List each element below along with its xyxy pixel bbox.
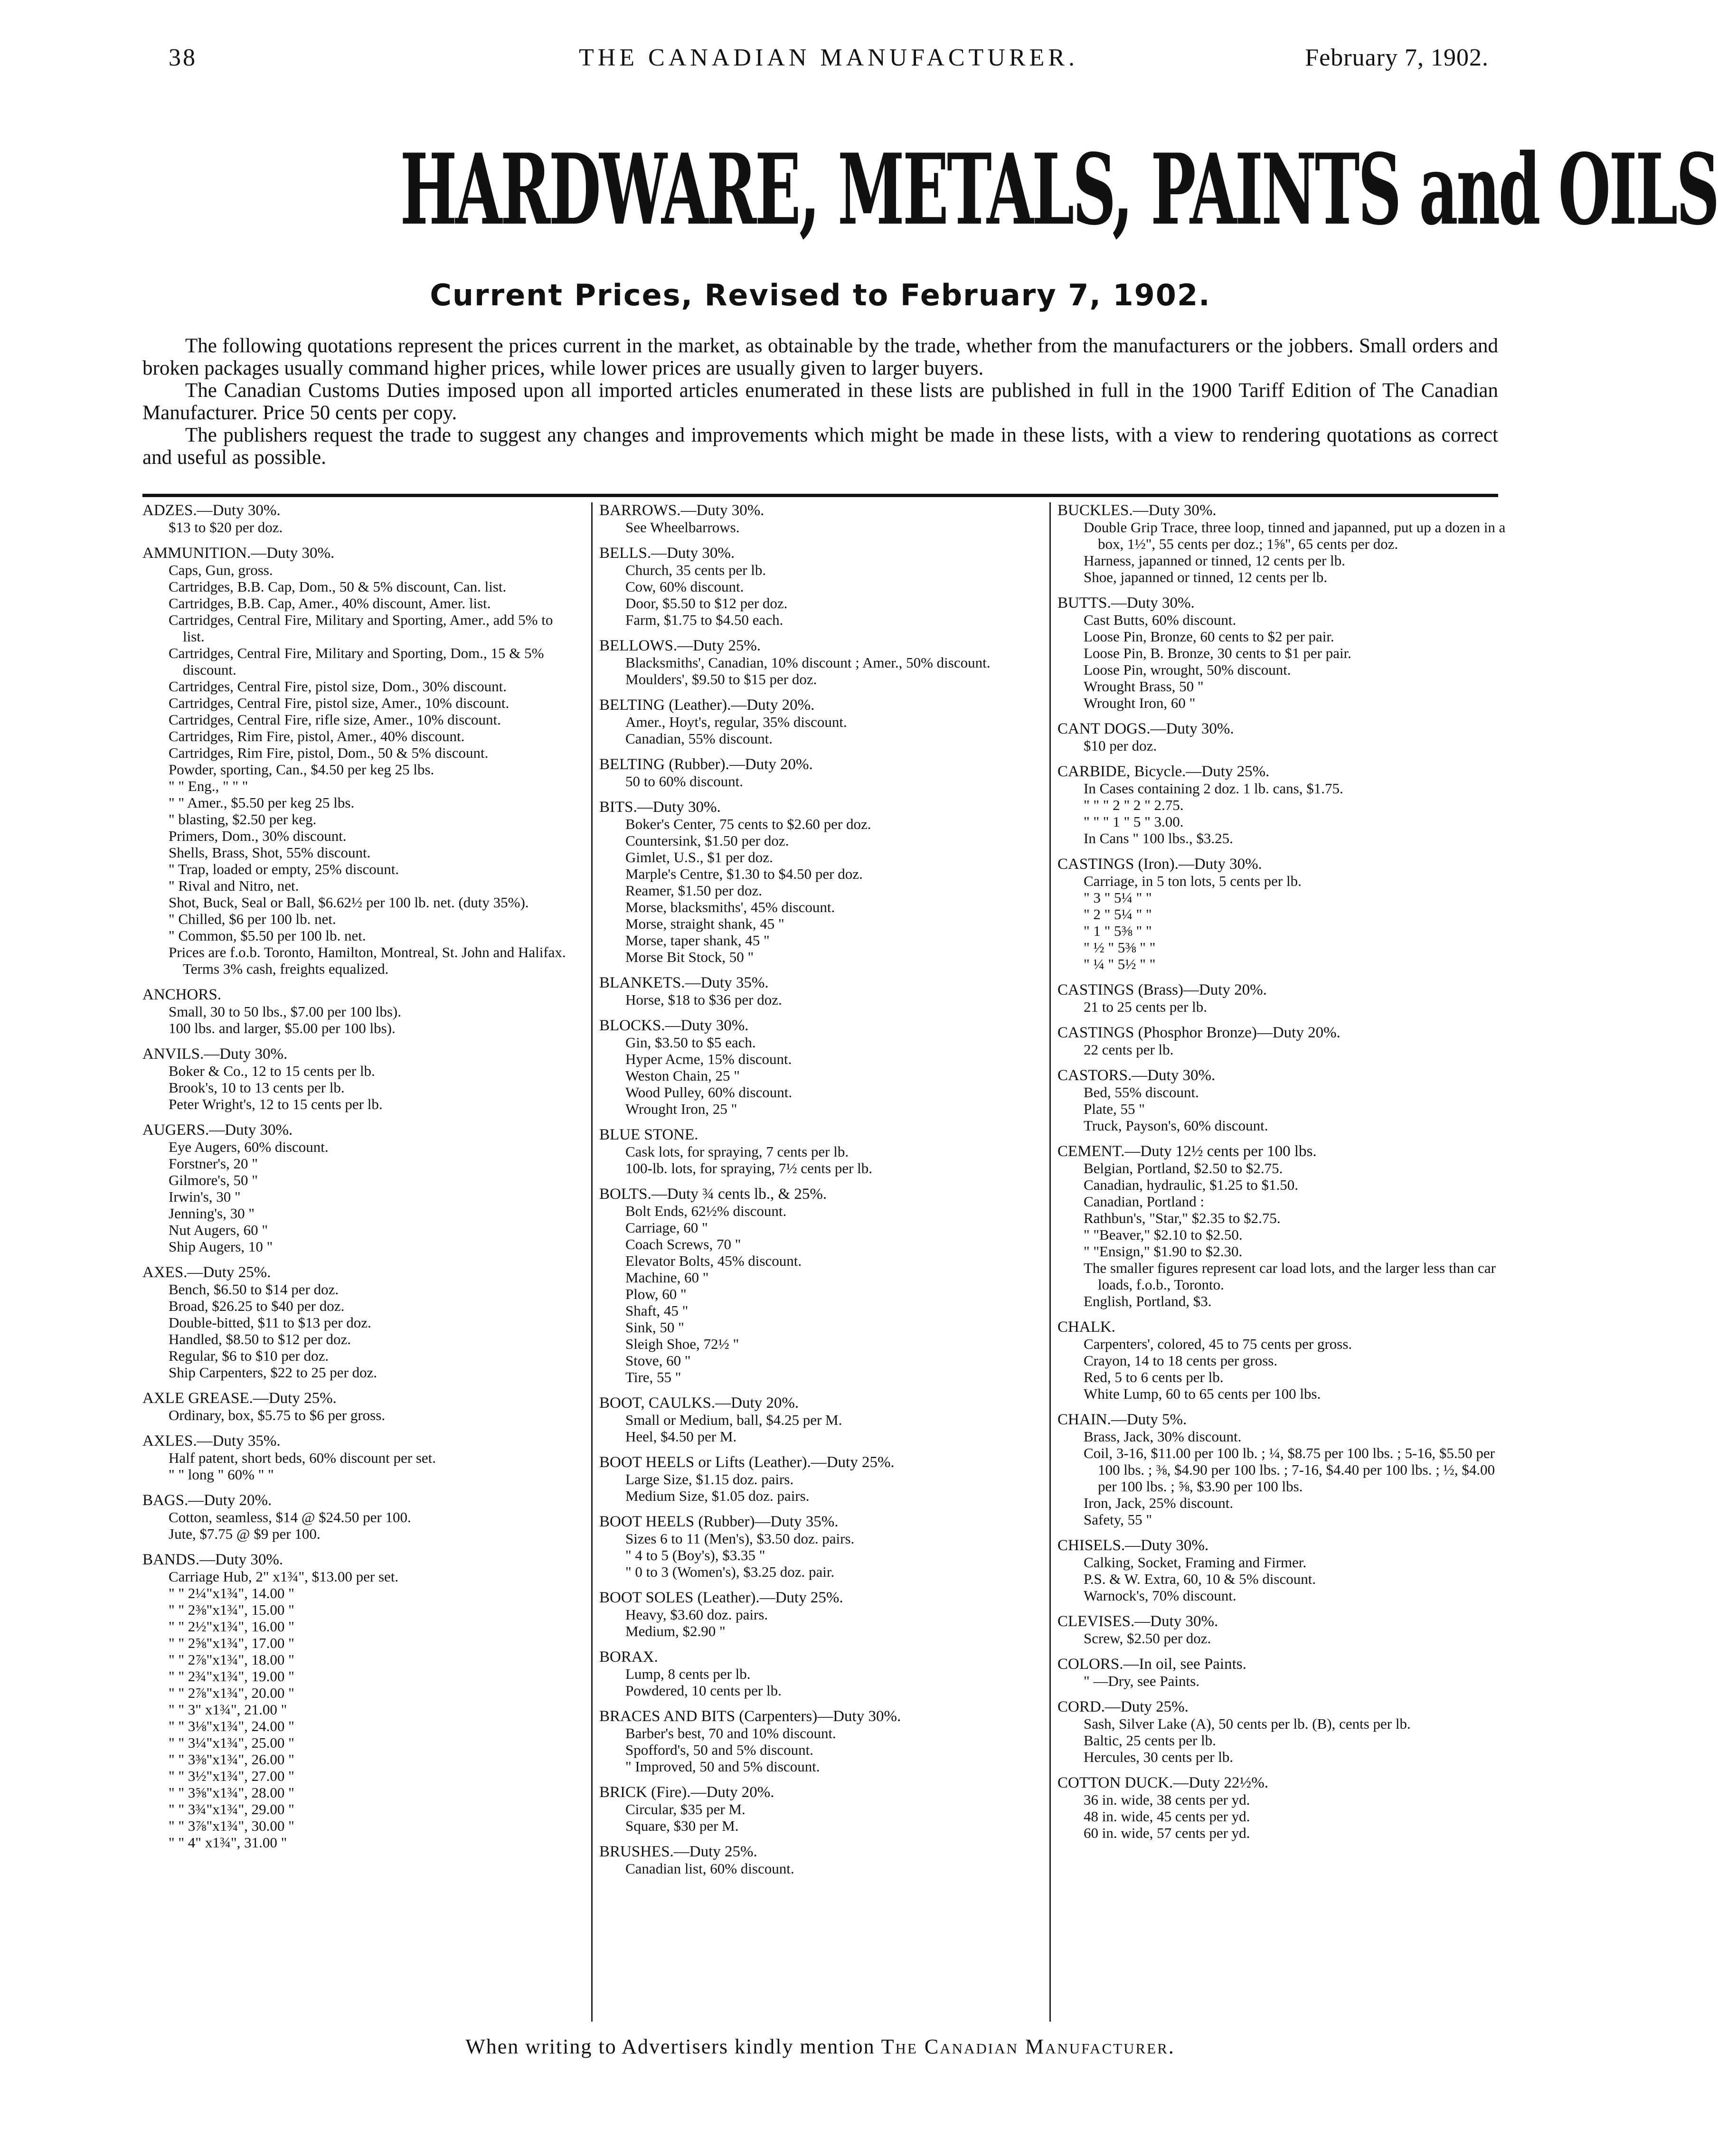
price-line: Cartridges, Rim Fire, pistol, Dom., 50 & 5% discount. <box>169 744 489 761</box>
section-heading: CANT DOGS.—Duty 30%. <box>1057 720 1234 737</box>
section-heading: BLOCKS.—Duty 30%. <box>599 1017 749 1034</box>
price-line: Medium Size, $1.05 doz. pairs. <box>625 1488 810 1504</box>
section-heading: BLUE STONE. <box>599 1126 699 1143</box>
price-section <box>599 638 1053 687</box>
price-line: The smaller figures represent car load lots, and the larger less than car loads, f.o.b., Toronto. <box>1084 1260 1496 1293</box>
price-line: Double-bitted, $11 to $13 per doz. <box>169 1314 371 1331</box>
price-line: Double Grip Trace, three loop, tinned and japanned, put up a dozen in a box, 1½", 55 cents per doz.; 1⅝", 65 cents per doz. <box>1084 519 1506 552</box>
price-line: Heel, $4.50 per M. <box>625 1428 737 1445</box>
section-heading: COLORS.—In oil, see Paints. <box>1057 1656 1246 1673</box>
price-line: " " 2⅝"x1¾", 17.00 " <box>169 1635 294 1651</box>
price-line: Carriage, in 5 ton lots, 5 cents per lb. <box>1084 873 1302 889</box>
section-heading: CASTORS.—Duty 30%. <box>1057 1067 1216 1084</box>
section-heading: CHALK. <box>1057 1318 1115 1336</box>
price-line: Moulders', $9.50 to $15 per doz. <box>625 671 817 687</box>
section-heading: CORD.—Duty 25%. <box>1057 1698 1189 1715</box>
price-line: Jute, $7.75 @ $9 per 100. <box>169 1525 321 1542</box>
price-line: Wrought Iron, 25 " <box>625 1101 737 1117</box>
section-heading: BOOT HEELS (Rubber)—Duty 35%. <box>599 1513 839 1530</box>
price-line: Cotton, seamless, $14 @ $24.50 per 100. <box>169 1509 411 1525</box>
price-line: Morse, blacksmiths', 45% discount. <box>625 899 835 915</box>
price-section <box>599 697 1053 747</box>
price-section <box>1057 763 1513 847</box>
price-line: " —Dry, see Paints. <box>1084 1673 1199 1689</box>
price-line: Morse, straight shank, 45 " <box>625 915 784 932</box>
section-heading: BOLTS.—Duty ¾ cents lb., & 25%. <box>599 1186 827 1203</box>
price-line: Door, $5.50 to $12 per doz. <box>625 595 788 612</box>
price-line: Hyper Acme, 15% discount. <box>625 1051 792 1067</box>
section-heading: AXES.—Duty 25%. <box>142 1264 271 1281</box>
price-line: Small, 30 to 50 lbs., $7.00 per 100 lbs). <box>169 1003 401 1020</box>
price-line: Powder, sporting, Can., $4.50 per keg 25 lbs. <box>169 761 434 778</box>
price-line: In Cases containing 2 doz. 1 lb. cans, $1.75. <box>1084 780 1343 797</box>
price-section <box>599 756 1053 790</box>
price-section <box>142 545 570 977</box>
price-section <box>1057 1025 1513 1058</box>
intro-text <box>142 335 1498 469</box>
price-line: " " " 1 " 5 " 3.00. <box>1084 813 1184 830</box>
section-heading: BRUSHES.—Duty 25%. <box>599 1843 757 1860</box>
price-line: Rathbun's, "Star," $2.35 to $2.75. <box>1084 1210 1281 1226</box>
section-heading: BOOT HEELS or Lifts (Leather).—Duty 25%. <box>599 1454 895 1471</box>
price-line: Primers, Dom., 30% discount. <box>169 828 347 844</box>
price-line: Large Size, $1.15 doz. pairs. <box>625 1471 794 1488</box>
section-heading: BELTING (Rubber).—Duty 20%. <box>599 756 813 773</box>
price-section <box>599 1454 1053 1504</box>
price-line: Canadian list, 60% discount. <box>625 1860 794 1877</box>
section-heading: CLEVISES.—Duty 30%. <box>1057 1613 1218 1630</box>
price-line: " " long " 60% " " <box>169 1466 274 1483</box>
price-line: Red, 5 to 6 cents per lb. <box>1084 1369 1224 1385</box>
price-line: Broad, $26.25 to $40 per doz. <box>169 1298 345 1314</box>
price-line: " Chilled, $6 per 100 lb. net. <box>169 911 336 927</box>
price-section <box>599 1514 1053 1580</box>
price-line: " " 3⅛"x1¾", 24.00 " <box>169 1718 294 1734</box>
price-line: " Trap, loaded or empty, 25% discount. <box>169 861 399 877</box>
price-section <box>1057 721 1513 754</box>
price-section <box>599 1590 1053 1639</box>
price-line: Reamer, $1.50 per doz. <box>625 882 762 899</box>
price-line: " " 2¼"x1¾", 14.00 " <box>169 1585 294 1601</box>
price-section <box>599 1186 1053 1385</box>
section-heading: BLANKETS.—Duty 35%. <box>599 974 769 991</box>
price-line: Sleigh Shoe, 72½ " <box>625 1336 739 1352</box>
intro-paragraph: The following quotations represent the prices current in the market, as obtainable by the trade, whether from the manufacturers or the jobbers. Small orders and broken packages usually command higher prices, while lower prices are usually given to larger buyers. <box>142 335 1498 379</box>
section-heading: ANVILS.—Duty 30%. <box>142 1045 288 1063</box>
price-line: Medium, $2.90 " <box>625 1623 726 1639</box>
price-line: Screw, $2.50 per doz. <box>1084 1630 1211 1647</box>
section-heading: BAGS.—Duty 20%. <box>142 1492 272 1509</box>
price-line: Jenning's, 30 " <box>169 1205 255 1222</box>
price-line: Ship Augers, 10 " <box>169 1238 273 1255</box>
section-heading: AXLE GREASE.—Duty 25%. <box>142 1390 337 1407</box>
price-line: Farm, $1.75 to $4.50 each. <box>625 612 783 628</box>
price-line: Machine, 60 " <box>625 1269 709 1286</box>
price-line: Ship Carpenters, $22 to 25 per doz. <box>169 1364 378 1381</box>
price-line: Iron, Jack, 25% discount. <box>1084 1495 1234 1511</box>
price-section <box>599 799 1053 965</box>
price-line: " ½ " 5⅜ " " <box>1084 939 1156 956</box>
price-section <box>142 1552 570 1851</box>
price-section <box>599 1844 1053 1877</box>
footer-publication: The Canadian Manufacturer. <box>881 2035 1175 2058</box>
section-heading: BITS.—Duty 30%. <box>599 799 721 816</box>
price-column-2 <box>591 502 1053 2022</box>
price-line: " 2 " 5¼ " " <box>1084 906 1152 923</box>
section-heading: ADZES.—Duty 30%. <box>142 502 281 519</box>
price-line: Hercules, 30 cents per lb. <box>1084 1749 1234 1765</box>
price-section <box>142 1492 570 1542</box>
price-line: Cartridges, Central Fire, Military and Sporting, Amer., add 5% to list. <box>169 612 553 645</box>
price-line: Cow, 60% discount. <box>625 578 744 595</box>
section-heading: BELLS.—Duty 30%. <box>599 545 735 562</box>
price-line: Plate, 55 " <box>1084 1101 1145 1117</box>
price-section <box>599 1127 1053 1177</box>
price-line: Irwin's, 30 " <box>169 1188 241 1205</box>
price-line: Bolt Ends, 62½% discount. <box>625 1203 787 1219</box>
price-line: Harness, japanned or tinned, 12 cents per lb. <box>1084 552 1345 569</box>
section-heading: BRACES AND BITS (Carpenters)—Duty 30%. <box>599 1708 901 1725</box>
section-heading: CASTINGS (Brass)—Duty 20%. <box>1057 981 1267 998</box>
price-line: 60 in. wide, 57 cents per yd. <box>1084 1825 1250 1841</box>
price-section <box>142 987 570 1036</box>
price-line: Amer., Hoyt's, regular, 35% discount. <box>625 714 847 730</box>
price-section <box>1057 1319 1513 1402</box>
price-line: " " 2½"x1¾", 16.00 " <box>169 1618 294 1635</box>
section-heading: COTTON DUCK.—Duty 22½%. <box>1057 1774 1268 1791</box>
price-line: " " 3" x1¾", 21.00 " <box>169 1701 287 1718</box>
page-headline: HARDWARE, METALS, PAINTS and OILS <box>400 133 1718 247</box>
price-line: Half patent, short beds, 60% discount per set. <box>169 1450 436 1466</box>
section-heading: BUTTS.—Duty 30%. <box>1057 594 1195 612</box>
section-heading: BUCKLES.—Duty 30%. <box>1057 502 1217 519</box>
price-section <box>1057 502 1513 585</box>
price-line: Small or Medium, ball, $4.25 per M. <box>625 1412 842 1428</box>
price-line: In Cans " 100 lbs., $3.25. <box>1084 830 1233 847</box>
price-line: Cartridges, Rim Fire, pistol, Amer., 40% discount. <box>169 728 465 744</box>
price-line: Square, $30 per M. <box>625 1817 739 1834</box>
price-section <box>142 1433 570 1483</box>
price-line: See Wheelbarrows. <box>625 519 740 536</box>
price-line: Circular, $35 per M. <box>625 1801 746 1817</box>
price-line: " " Eng., " " " <box>169 778 248 794</box>
price-line: Countersink, $1.50 per doz. <box>625 832 789 849</box>
section-heading: BANDS.—Duty 30%. <box>142 1551 283 1568</box>
price-line: Weston Chain, 25 " <box>625 1067 740 1084</box>
price-section <box>1057 1537 1513 1604</box>
price-line: Carpenters', colored, 45 to 75 cents per gross. <box>1084 1336 1352 1352</box>
section-divider <box>142 494 1498 497</box>
price-line: Loose Pin, B. Bronze, 30 cents to $1 per pair. <box>1084 645 1351 661</box>
price-line: Belgian, Portland, $2.50 to $2.75. <box>1084 1160 1283 1177</box>
price-line: Warnock's, 70% discount. <box>1084 1587 1237 1604</box>
section-heading: AXLES.—Duty 35%. <box>142 1432 281 1450</box>
section-heading: CHISELS.—Duty 30%. <box>1057 1537 1209 1554</box>
issue-date: February 7, 1902. <box>1305 44 1489 71</box>
page-number: 38 <box>169 44 197 71</box>
price-line: Shot, Buck, Seal or Ball, $6.62½ per 100 lb. net. (duty 35%). <box>169 894 529 911</box>
price-line: Carriage, 60 " <box>625 1219 708 1236</box>
price-line: Prices are f.o.b. Toronto, Hamilton, Montreal, St. John and Halifax. Terms 3% cash, freights equalized. <box>169 944 566 977</box>
price-section <box>599 1784 1053 1834</box>
price-line: 21 to 25 cents per lb. <box>1084 998 1208 1015</box>
price-line: " " 3⅜"x1¾", 26.00 " <box>169 1751 294 1768</box>
price-line: " "Ensign," $1.90 to $2.30. <box>1084 1243 1243 1260</box>
section-heading: BORAX. <box>599 1648 658 1666</box>
price-line: " " 3¾"x1¾", 29.00 " <box>169 1801 294 1817</box>
price-line: P.S. & W. Extra, 60, 10 & 5% discount. <box>1084 1571 1316 1587</box>
price-section <box>142 502 570 536</box>
price-line: Powdered, 10 cents per lb. <box>625 1682 782 1699</box>
price-line: Lump, 8 cents per lb. <box>625 1666 751 1682</box>
price-line: Wrought Brass, 50 " <box>1084 678 1204 695</box>
price-line: " "Beaver," $2.10 to $2.50. <box>1084 1226 1243 1243</box>
price-line: Marple's Centre, $1.30 to $4.50 per doz. <box>625 866 863 882</box>
price-line: Ordinary, box, $5.75 to $6 per gross. <box>169 1407 386 1423</box>
price-line: Boker's Center, 75 cents to $2.60 per doz. <box>625 816 871 832</box>
price-line: " " 2⅞"x1¾", 20.00 " <box>169 1685 294 1701</box>
price-line: Regular, $6 to $10 per doz. <box>169 1347 329 1364</box>
price-line: " blasting, $2.50 per keg. <box>169 811 317 828</box>
price-line: " " " 2 " 2 " 2.75. <box>1084 797 1184 813</box>
price-line: Caps, Gun, gross. <box>169 562 273 578</box>
price-section <box>142 1390 570 1423</box>
intro-paragraph: The publishers request the trade to suggest any changes and improvements which might be made in these lists, with a view to rendering quotations as correct and useful as possible. <box>142 424 1498 469</box>
price-line: Sizes 6 to 11 (Men's), $3.50 doz. pairs. <box>625 1530 855 1547</box>
price-line: Sink, 50 " <box>625 1319 684 1336</box>
price-line: Eye Augers, 60% discount. <box>169 1139 329 1155</box>
page-subheadline: Current Prices, Revised to February 7, 1902. <box>430 278 1211 312</box>
price-line: Peter Wright's, 12 to 15 cents per lb. <box>169 1096 383 1112</box>
price-line: Cartridges, B.B. Cap, Amer., 40% discount, Amer. list. <box>169 595 491 612</box>
intro-paragraph: The Canadian Customs Duties imposed upon all imported articles enumerated in these lists are published in full in the 1900 Tariff Edition of The Canadian Manufacturer. Price 50 cents per copy. <box>142 379 1498 424</box>
price-line: " " 2¾"x1¾", 19.00 " <box>169 1668 294 1685</box>
price-section <box>1057 1067 1513 1134</box>
price-column-3 <box>1049 502 1513 2022</box>
section-heading: BELTING (Leather).—Duty 20%. <box>599 697 815 714</box>
price-line: Shells, Brass, Shot, 55% discount. <box>169 844 371 861</box>
section-heading: BOOT SOLES (Leather).—Duty 25%. <box>599 1589 843 1606</box>
price-line: 36 in. wide, 38 cents per yd. <box>1084 1791 1250 1808</box>
price-section <box>599 1708 1053 1775</box>
section-heading: BOOT, CAULKS.—Duty 20%. <box>599 1394 799 1412</box>
price-section <box>599 1649 1053 1699</box>
price-section <box>599 975 1053 1008</box>
price-line: Morse Bit Stock, 50 " <box>625 949 754 965</box>
price-line: Wrought Iron, 60 " <box>1084 695 1196 711</box>
price-line: " " 2⅜"x1¾", 15.00 " <box>169 1601 294 1618</box>
price-line: " 1 " 5⅜ " " <box>1084 923 1152 939</box>
price-line: Canadian, 55% discount. <box>625 730 773 747</box>
price-section <box>1057 1412 1513 1528</box>
price-line: Gilmore's, 50 " <box>169 1172 258 1188</box>
price-line: Crayon, 14 to 18 cents per gross. <box>1084 1352 1278 1369</box>
price-section <box>1057 1613 1513 1647</box>
price-line: " Improved, 50 and 5% discount. <box>625 1758 820 1775</box>
price-line: " " 3½"x1¾", 27.00 " <box>169 1768 294 1784</box>
price-section <box>1057 595 1513 711</box>
section-heading: CHAIN.—Duty 5%. <box>1057 1411 1187 1428</box>
page-footer <box>142 2034 1498 2059</box>
section-heading: CASTINGS (Iron).—Duty 30%. <box>1057 856 1262 873</box>
price-section <box>1057 1775 1513 1841</box>
price-line: Stove, 60 " <box>625 1352 691 1369</box>
price-section <box>142 1264 570 1381</box>
price-line: Church, 35 cents per lb. <box>625 562 766 578</box>
price-line: Forstner's, 20 " <box>169 1155 258 1172</box>
price-line: " Rival and Nitro, net. <box>169 877 299 894</box>
price-line: " " 3⅞"x1¾", 30.00 " <box>169 1817 294 1834</box>
price-line: Elevator Bolts, 45% discount. <box>625 1252 802 1269</box>
price-line: " ¼ " 5½ " " <box>1084 956 1156 972</box>
price-line: 100-lb. lots, for spraying, 7½ cents per lb. <box>625 1160 873 1177</box>
price-section <box>1057 856 1513 972</box>
price-line: 22 cents per lb. <box>1084 1041 1174 1058</box>
section-heading: AUGERS.—Duty 30%. <box>142 1121 293 1139</box>
price-section <box>599 1395 1053 1445</box>
price-section <box>599 502 1053 536</box>
price-line: Coil, 3-16, $11.00 per 100 lb. ; ¼, $8.75 per 100 lbs. ; 5-16, $5.50 per 100 lbs. ; ⅜, $4.90 per 100 lbs. ; 7-16, $4.40 per 100 lbs. ; ½, $4.00 per 100 lbs. ; ⅝, $3.90 per 100 lbs. <box>1084 1445 1495 1495</box>
price-line: Shaft, 45 " <box>625 1302 689 1319</box>
price-line: " " 3¼"x1¾", 25.00 " <box>169 1734 294 1751</box>
price-line: " 4 to 5 (Boy's), $3.35 " <box>625 1547 765 1563</box>
price-line: Safety, 55 " <box>1084 1511 1152 1528</box>
price-line: Boker & Co., 12 to 15 cents per lb. <box>169 1063 375 1079</box>
price-line: $10 per doz. <box>1084 737 1157 754</box>
section-heading: CARBIDE, Bicycle.—Duty 25%. <box>1057 763 1270 780</box>
price-line: Cartridges, Central Fire, rifle size, Amer., 10% discount. <box>169 711 501 728</box>
price-section <box>599 1017 1053 1117</box>
price-line: Loose Pin, wrought, 50% discount. <box>1084 661 1291 678</box>
price-section <box>1057 982 1513 1015</box>
price-line: Cartridges, B.B. Cap, Dom., 50 & 5% discount, Can. list. <box>169 578 507 595</box>
price-line: Bed, 55% discount. <box>1084 1084 1199 1101</box>
price-line: Wood Pulley, 60% discount. <box>625 1084 793 1101</box>
price-line: 100 lbs. and larger, $5.00 per 100 lbs). <box>169 1020 396 1036</box>
price-column-1 <box>142 502 570 2022</box>
price-line: Gin, $3.50 to $5 each. <box>625 1034 756 1051</box>
price-section <box>1057 1143 1513 1309</box>
price-line: English, Portland, $3. <box>1084 1293 1212 1309</box>
price-line: Tire, 55 " <box>625 1369 681 1385</box>
price-line: Truck, Payson's, 60% discount. <box>1084 1117 1268 1134</box>
price-line: $13 to $20 per doz. <box>169 519 283 536</box>
price-line: Brook's, 10 to 13 cents per lb. <box>169 1079 345 1096</box>
price-line: " " 4" x1¾", 31.00 " <box>169 1834 287 1851</box>
price-section <box>599 545 1053 628</box>
price-line: Horse, $18 to $36 per doz. <box>625 991 782 1008</box>
price-line: " 3 " 5¼ " " <box>1084 889 1152 906</box>
footer-text: When writing to Advertisers kindly mention <box>465 2035 875 2058</box>
price-line: 48 in. wide, 45 cents per yd. <box>1084 1808 1250 1825</box>
section-heading: AMMUNITION.—Duty 30%. <box>142 545 335 562</box>
price-line: " 0 to 3 (Women's), $3.25 doz. pair. <box>625 1563 835 1580</box>
section-heading: CASTINGS (Phosphor Bronze)—Duty 20%. <box>1057 1024 1340 1041</box>
price-line: Handled, $8.50 to $12 per doz. <box>169 1331 351 1347</box>
price-line: Blacksmiths', Canadian, 10% discount ; Amer., 50% discount. <box>625 654 991 671</box>
price-line: Heavy, $3.60 doz. pairs. <box>625 1606 768 1623</box>
price-line: Cast Butts, 60% discount. <box>1084 612 1237 628</box>
price-line: Gimlet, U.S., $1 per doz. <box>625 849 773 866</box>
price-line: Bench, $6.50 to $14 per doz. <box>169 1281 339 1298</box>
price-section <box>1057 1699 1513 1765</box>
price-line: Shoe, japanned or tinned, 12 cents per lb. <box>1084 569 1328 585</box>
price-line: Nut Augers, 60 " <box>169 1222 268 1238</box>
price-line: Sash, Silver Lake (A), 50 cents per lb. (B), cents per lb. <box>1084 1715 1411 1732</box>
price-line: Canadian, Portland : <box>1084 1193 1204 1210</box>
price-line: Calking, Socket, Framing and Firmer. <box>1084 1554 1307 1571</box>
price-line: " " 3⅝"x1¾", 28.00 " <box>169 1784 294 1801</box>
section-heading: ANCHORS. <box>142 986 221 1003</box>
price-line: " " Amer., $5.50 per keg 25 lbs. <box>169 794 355 811</box>
price-section <box>1057 1656 1513 1689</box>
section-heading: CEMENT.—Duty 12½ cents per 100 lbs. <box>1057 1143 1317 1160</box>
price-section <box>142 1122 570 1255</box>
price-line: Cask lots, for spraying, 7 cents per lb. <box>625 1143 849 1160</box>
price-line: Baltic, 25 cents per lb. <box>1084 1732 1216 1749</box>
price-line: Carriage Hub, 2" x1¾", $13.00 per set. <box>169 1568 399 1585</box>
price-line: 50 to 60% discount. <box>625 773 743 790</box>
section-heading: BARROWS.—Duty 30%. <box>599 502 765 519</box>
running-head <box>169 44 1489 77</box>
price-line: Cartridges, Central Fire, Military and Sporting, Dom., 15 & 5% discount. <box>169 645 544 678</box>
price-line: Coach Screws, 70 " <box>625 1236 741 1252</box>
price-line: Canadian, hydraulic, $1.25 to $1.50. <box>1084 1177 1298 1193</box>
price-line: Cartridges, Central Fire, pistol size, Amer., 10% discount. <box>169 695 510 711</box>
price-line: Barber's best, 70 and 10% discount. <box>625 1725 836 1742</box>
price-line: Morse, taper shank, 45 " <box>625 932 770 949</box>
price-line: Plow, 60 " <box>625 1286 687 1302</box>
price-section <box>142 1046 570 1112</box>
price-line: White Lump, 60 to 65 cents per 100 lbs. <box>1084 1385 1321 1402</box>
publication-title: THE CANADIAN MANUFACTURER. <box>578 44 1079 71</box>
section-heading: BELLOWS.—Duty 25%. <box>599 637 761 654</box>
price-line: Spofford's, 50 and 5% discount. <box>625 1742 813 1758</box>
price-line: " Common, $5.50 per 100 lb. net. <box>169 927 366 944</box>
price-line: Loose Pin, Bronze, 60 cents to $2 per pair. <box>1084 628 1334 645</box>
price-line: Brass, Jack, 30% discount. <box>1084 1428 1242 1445</box>
section-heading: BRICK (Fire).—Duty 20%. <box>599 1784 774 1801</box>
price-line: Cartridges, Central Fire, pistol size, Dom., 30% discount. <box>169 678 507 695</box>
price-line: " " 2⅞"x1¾", 18.00 " <box>169 1651 294 1668</box>
